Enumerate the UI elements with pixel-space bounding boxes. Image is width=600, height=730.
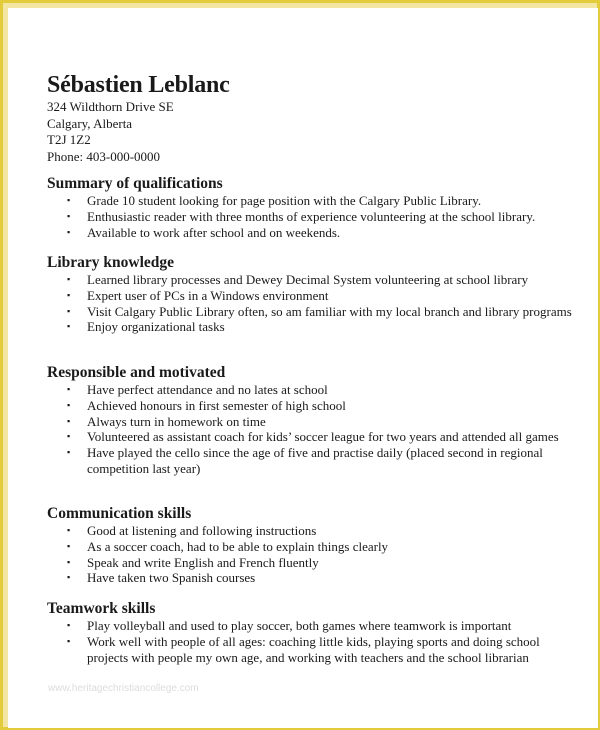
contact-phone: Phone: 403-000-0000 — [47, 148, 161, 164]
bullet-icon: ▪ — [67, 289, 71, 300]
list-item: ▪ Have perfect attendance and no lates at school — [67, 382, 328, 397]
bullet-list — [47, 618, 577, 665]
list-item: ▪ Work well with people of all ages: coaching little kids, playing sports and doing school projects with people my own age, and working with teachers and the school librarian — [67, 633, 540, 665]
list-item: ▪ Play volleyball and used to play soccer, both games where teamwork is important — [67, 618, 512, 633]
bullet-icon: ▪ — [67, 540, 71, 551]
section-heading: Library knowledge — [47, 254, 175, 271]
list-item: ▪ Learned library processes and Dewey Decimal System volunteering at school library — [67, 272, 529, 287]
bullet-icon: ▪ — [67, 384, 71, 394]
section-summary — [47, 175, 577, 240]
bullet-icon: ▪ — [67, 447, 71, 458]
bullet-icon: ▪ — [67, 415, 71, 426]
contact-street: 324 Wildthorn Drive SE — [47, 99, 174, 114]
bullet-list — [47, 272, 577, 335]
section-heading: Summary of qualifications — [47, 175, 223, 192]
section-library-knowledge — [47, 254, 577, 335]
resume-name: Sébastien Leblanc — [47, 72, 230, 98]
section-communication — [47, 505, 577, 586]
list-item: ▪ As a soccer coach, had to be able to explain things clearly — [67, 538, 389, 554]
section-heading: Responsible and motivated — [47, 364, 226, 381]
list-item: ▪ Visit Calgary Public Library often, so am familiar with my local branch and library programs — [67, 303, 572, 319]
bullet-list — [47, 523, 577, 586]
section-heading: Communication skills — [47, 505, 192, 522]
bullet-icon: ▪ — [67, 195, 71, 205]
contact-city: Calgary, Alberta — [47, 115, 133, 131]
bullet-list — [47, 382, 577, 477]
bullet-icon: ▪ — [67, 620, 71, 630]
list-item: ▪ Available to work after school and on weekends. — [67, 224, 341, 240]
contact-block — [47, 99, 174, 165]
list-item: ▪ Enthusiastic reader with three months of experience volunteering at the school library. — [67, 208, 536, 224]
bullet-icon: ▪ — [67, 635, 71, 646]
list-item: ▪ Have taken two Spanish courses — [67, 570, 256, 586]
bullet-icon: ▪ — [67, 572, 71, 583]
bullet-icon: ▪ — [67, 556, 71, 567]
resume-page — [8, 8, 598, 728]
bullet-icon: ▪ — [67, 321, 71, 332]
bullet-icon: ▪ — [67, 305, 71, 316]
list-item: ▪ Good at listening and following instructions — [67, 523, 317, 538]
section-heading: Teamwork skills — [47, 600, 156, 617]
list-item: ▪ Grade 10 student looking for page position with the Calgary Public Library. — [67, 193, 482, 208]
bullet-icon: ▪ — [67, 226, 71, 237]
bullet-icon: ▪ — [67, 274, 71, 284]
bullet-icon: ▪ — [67, 431, 71, 442]
list-item: ▪ Have played the cello since the age of five and practise daily (placed second in regional competition last year) — [67, 445, 543, 476]
list-item: ▪ Volunteered as assistant coach for kids’ soccer league for two years and attended all games — [67, 429, 559, 445]
bullet-list — [47, 193, 577, 240]
list-item: ▪ Enjoy organizational tasks — [67, 319, 225, 335]
section-responsible — [47, 364, 577, 477]
list-item: ▪ Achieved honours in first semester of high school — [67, 397, 346, 413]
watermark-text: www.heritagechristiancollege.com — [48, 683, 199, 694]
list-item: ▪ Expert user of PCs in a Windows environment — [67, 287, 329, 303]
bullet-icon: ▪ — [67, 525, 71, 535]
list-item: ▪ Always turn in homework on time — [67, 413, 266, 429]
bullet-icon: ▪ — [67, 399, 71, 410]
list-item: ▪ Speak and write English and French fluently — [67, 554, 319, 570]
bullet-icon: ▪ — [67, 210, 71, 221]
section-teamwork — [47, 600, 577, 665]
contact-postal: T2J 1Z2 — [47, 132, 91, 148]
